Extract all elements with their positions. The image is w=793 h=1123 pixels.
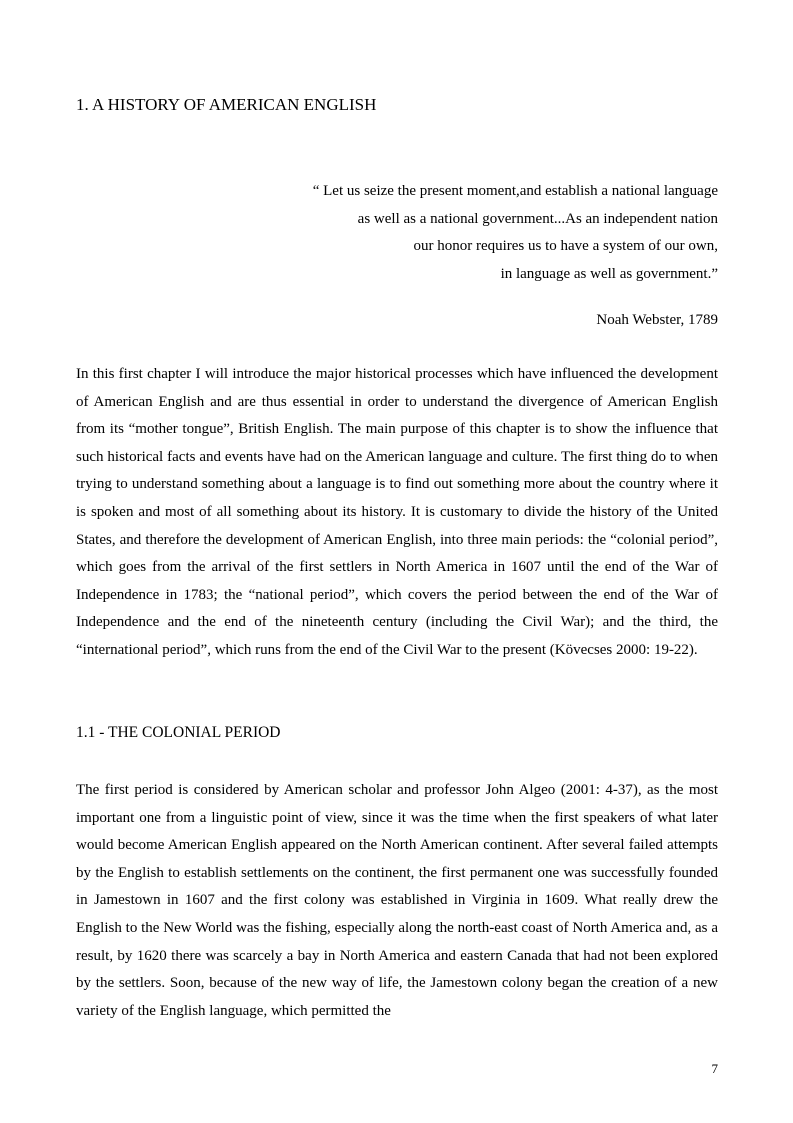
epigraph-line: our honor requires us to have a system of our own, [413,238,718,254]
chapter-title: 1. A HISTORY OF AMERICAN ENGLISH [76,95,377,114]
epigraph-attribution: Noah Webster, 1789 [596,312,718,328]
body-paragraph: In this first chapter I will introduce the major historical processes which have influenced the development of American English and are thus essential in order to understand the divergence of American English from its “mother tongue”, British English. The main purpose of this chapter is to show the influence that such historical facts and events have had on the American language and culture. The first thing do to when trying to understand something about a language is to find out something more about the country where it is spoken and most of all something about its history. It is customary to divide the history of the United States, and therefore the development of American English, into three main periods: the “colonial period”, which goes from the arrival of the first settlers in North America in 1607 until the end of the War of Independence in 1783; the “national period”, which covers the period between the end of the War of Independence and the end of the nineteenth century (including the Civil War); and the third, the “international period”, which runs from the end of the Civil War to the present (Kövecses 2000: 19-22). [76,366,718,658]
epigraph-line: “ Let us seize the present moment,and establish a national language [312,183,718,199]
epigraph-quote [218,178,718,288]
epigraph-line: in language as well as government.” [500,265,718,282]
page-number: 7 [711,1061,718,1076]
section-heading: 1.1 - THE COLONIAL PERIOD [76,724,281,741]
epigraph-line: as well as a national government...As an independent nation [357,210,718,227]
body-paragraph: The first period is considered by American scholar and professor John Algeo (2001: 4-37), as the most important one from a linguistic point of view, since it was the time when the first speakers of what later would become American English appeared on the North American continent. After several failed attempts by the English to establish settlements on the continent, the first permanent one was successfully founded in Jamestown in 1607 and the first colony was established in Virginia in 1609. What really drew the English to the New World was the fishing, especially along the north-east coast of North America and, as a result, by 1620 there was scarcely a bay in North America and eastern Canada that had not been explored by the settlers. Soon, because of the new way of life, the Jamestown colony began the creation of a new variety of the English language, which permitted the [76,782,718,1019]
